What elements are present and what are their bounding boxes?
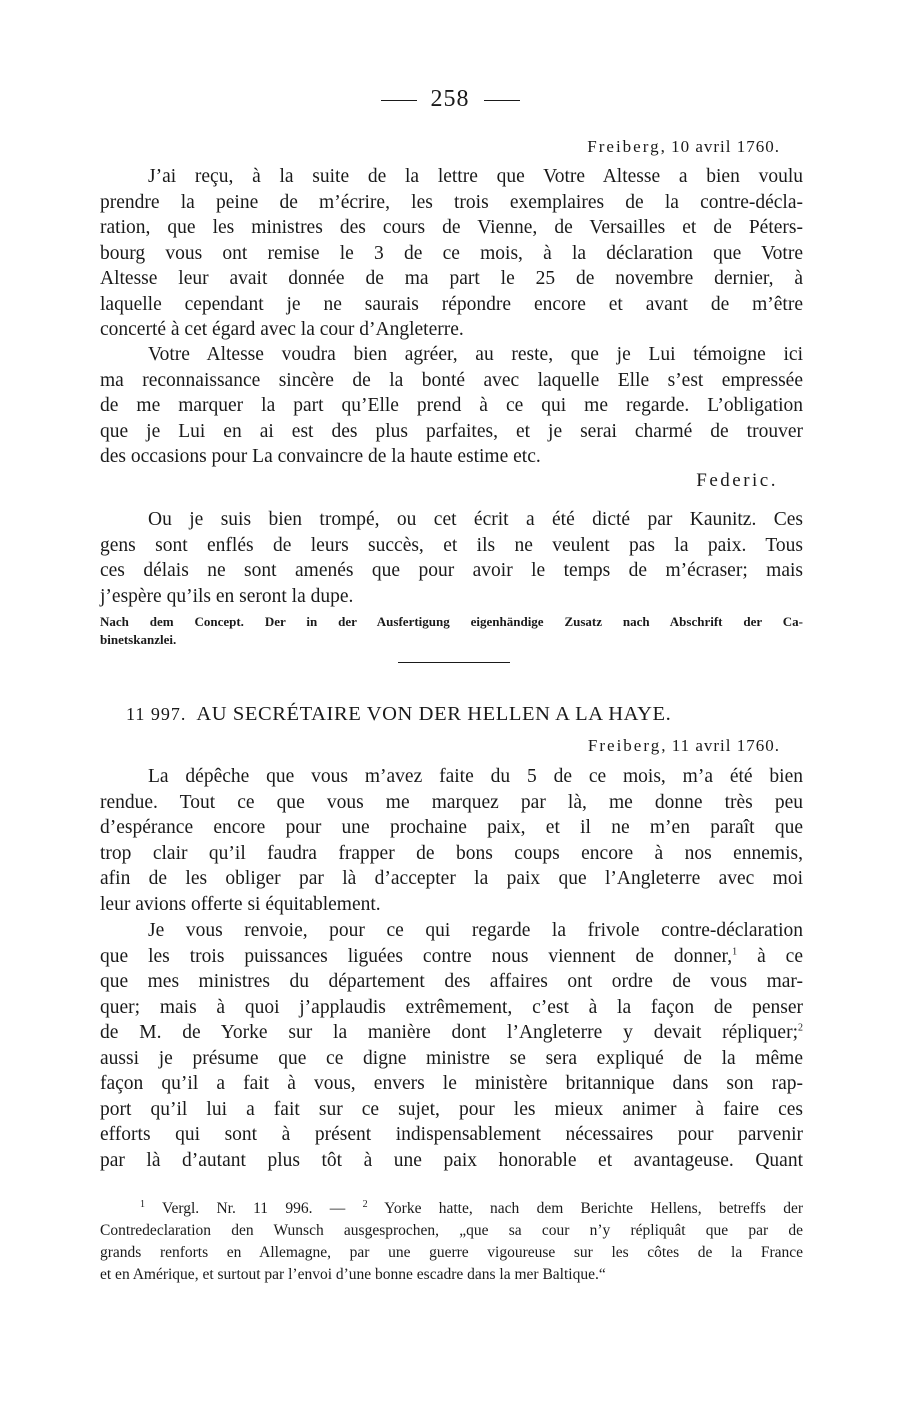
text-line: bourg vous ont remise le 3 de ce mois, à la déclaration que Votre — [100, 242, 803, 264]
text-line: Altesse leur avait donnée de ma part le 25 de novembre dernier, à — [100, 268, 803, 289]
letter-title: AU SECRÉTAIRE VON DER HELLEN A LA HAYE. — [196, 703, 672, 725]
text-line: façon qu’il a fait à vous, envers le ministère britannique dans son rap- — [100, 1073, 803, 1094]
letter-number: 11 997. — [126, 704, 187, 724]
text-line: trop clair qu’il faudra frapper de bons coups encore à nos ennemis, — [100, 842, 803, 864]
footnote-text: Yorke hatte, nach dem Berichte Hellens, betreffs der — [367, 1200, 803, 1217]
letter2-heading — [126, 703, 671, 726]
page-number: 258 — [430, 86, 470, 112]
text-fragment: que les trois puissances liguées contre nous viennent de donner, — [100, 945, 733, 967]
footnote-marker: 1 — [732, 946, 738, 957]
text-line: que mes ministres du département des affaires ont ordre de vous mar- — [100, 971, 803, 992]
letter1-dateline — [587, 137, 780, 157]
text-line: prendre la peine de m’écrire, les trois exemplaires de la contre-décla- — [100, 191, 803, 213]
text-line: d’espérance encore pour une prochaine paix, et il ne m’en paraît que — [100, 817, 803, 838]
letter1-dateline-date: , 10 avril 1760. — [660, 137, 780, 156]
signature: Federic. — [696, 470, 778, 491]
letter1-paragraph-2 — [100, 342, 803, 470]
footnote-marker: 2 — [362, 1198, 368, 1210]
footnote-line: grands renforts en Allemagne, par une guerre vigoureuse sur les côtes de la France — [100, 1244, 803, 1261]
text-line: Ou je suis bien trompé, ou cet écrit a été dicté par Kaunitz. Ces — [148, 509, 803, 530]
text-line — [100, 1020, 803, 1046]
letter1-dateline-place: Freiberg — [587, 137, 661, 156]
text-line: J’ai reçu, à la suite de la lettre que Votre Altesse a bien voulu — [148, 166, 803, 187]
text-line: concerté à cet égard avec la cour d’Angleterre. — [100, 319, 464, 340]
letter2-dateline-date: , 11 avril 1760. — [661, 736, 780, 755]
text-fragment: à ce — [737, 945, 803, 967]
text-line: des occasions pour La convaincre de la haute estime etc. — [100, 446, 541, 467]
text-line: ration, que les ministres des cours de Vienne, de Versailles et de Péters- — [100, 217, 803, 238]
text-line — [100, 944, 803, 970]
text-fragment: de M. de Yorke sur la manière dont l’Angleterre y devait répliquer; — [100, 1022, 798, 1043]
text-line: afin de les obliger par là d’accepter la paix que l’Angleterre avec moi — [100, 868, 803, 889]
section-divider — [398, 662, 510, 663]
letter2-paragraph-2 — [100, 918, 803, 1173]
text-line: j’espère qu’ils en seront la dupe. — [100, 585, 354, 607]
text-line: de me marquer la part qu’Elle prend à ce qui me regarde. L’obligation — [100, 395, 803, 416]
text-line: que je Lui en ai est des plus parfaites, et je serai charmé de trouver — [100, 420, 803, 442]
text-line: La dépêche que vous m’avez faite du 5 de ce mois, m’a été bien — [148, 766, 803, 787]
footnote-text: Vergl. Nr. 11 996. — — [145, 1200, 363, 1217]
text-line: laquelle cependant je ne saurais répondre encore et avant de m’être — [100, 293, 803, 315]
text-line: ma reconnaissance sincère de la bonté avec laquelle Elle s’est empressée — [100, 369, 803, 391]
text-line: gens sont enflés de leurs succès, et ils ne veulent pas la paix. Tous — [100, 534, 803, 556]
text-line: rendue. Tout ce que vous me marquez par là, me donne très peu — [100, 791, 803, 813]
text-line: ces délais ne sont amenés que pour avoir le temps de m’écraser; mais — [100, 560, 803, 581]
postscript — [100, 507, 803, 609]
note-line: binetskanzlei. — [100, 632, 177, 647]
text-line: Votre Altesse voudra bien agréer, au reste, que je Lui témoigne ici — [148, 344, 803, 365]
footnote-line: Contredeclaration den Wunsch ausgesprochen, „que sa cour n’y répliquât que par de — [100, 1222, 803, 1239]
note-line: Nach dem Concept. Der in der Ausfertigung eigenhändige Zusatz nach Abschrift der Ca- — [100, 614, 803, 629]
letter2-paragraph-1 — [100, 764, 803, 917]
letter1-paragraph-1 — [100, 164, 803, 343]
text-line: efforts qui sont à présent indispensablement nécessaires pour parvenir — [100, 1124, 803, 1145]
footnote-marker: 2 — [798, 1022, 803, 1034]
text-line: leur avions offerte si équitablement. — [100, 893, 381, 915]
text-line: aussi je présume que ce digne ministre se sera expliqué de la même — [100, 1047, 803, 1069]
letter2-dateline — [588, 736, 780, 756]
text-line: port qu’il lui a fait sur ce sujet, pour les mieux animer à faire ces — [100, 1098, 803, 1120]
letter2-dateline-place: Freiberg — [587, 736, 662, 755]
page-number-header — [0, 86, 900, 113]
source-note — [100, 613, 803, 649]
footnote-line — [100, 1198, 803, 1220]
footnotes — [100, 1198, 803, 1286]
dash-left — [381, 100, 417, 101]
dash-right — [484, 100, 520, 101]
text-line: quer; mais à quoi j’applaudis extrêmement, c’est à la façon de penser — [100, 996, 803, 1018]
footnote-marker: 1 — [140, 1198, 145, 1210]
text-line: par là d’autant plus tôt à une paix honorable et avantageuse. Quant — [100, 1149, 803, 1171]
text-line: Je vous renvoie, pour ce qui regarde la frivole contre-déclaration — [148, 920, 803, 941]
footnote-line: et en Amérique, et surtout par l’envoi d’une bonne escadre dans la mer Baltique.“ — [100, 1266, 606, 1283]
